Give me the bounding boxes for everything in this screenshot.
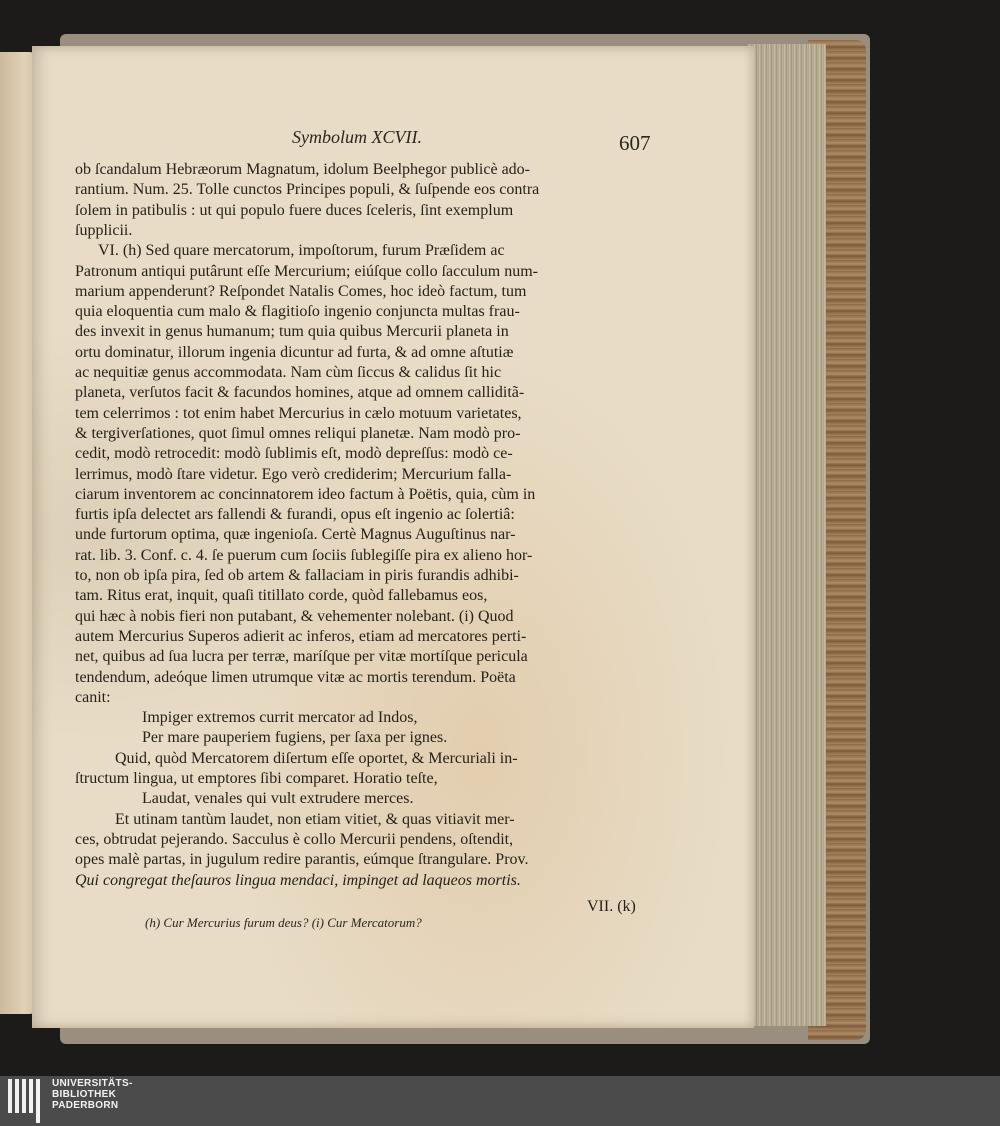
text-line: Quid, quòd Mercatorem diſertum eſſe oportet, & Mercuriali in-: [115, 749, 518, 767]
text-line: ciarum inventorem ac concinnatorem ideo factum à Poëtis, quia, cùm in: [75, 485, 536, 503]
library-footer: [0, 1076, 1000, 1126]
text-line: to, non ob ipſa pira, ſed ob artem & fallaciam in piris furandis adhibi-: [75, 567, 519, 584]
text-line: Patronum antiqui putârunt eſſe Mercurium; eiúſque collo ſacculum num-: [75, 262, 538, 280]
text-line: ob ſcandalum Hebræorum Magnatum, idolum Beelphegor publicè ado-: [75, 161, 530, 178]
text-line: ſtructum lingua, ut emptores ſibi comparet. Horatio teſte,: [75, 770, 438, 787]
text-line: tam. Ritus erat, inquit, quaſi titillato corde, quòd fallebamus eos,: [75, 587, 488, 605]
text-line: cedit, modò retrocedit: modò ſublimis eſt, modò depreſſus: modò ce-: [75, 445, 513, 463]
text-line: net, quibus ad ſua lucra per terræ, maríſque per vitæ mortíſque pericula: [75, 648, 528, 666]
text-line: ces, obtrudat pejerando. Sacculus è collo Mercurii pendens, oſtendit,: [75, 830, 514, 848]
text-line: Et utinam tantùm laudet, non etiam vitiet, & quas vitiavit mer-: [115, 810, 515, 828]
text-line: planeta, verſutos facit & facundos homines, atque ad omnem calliditã-: [75, 384, 525, 402]
text-line: & tergiverſationes, quot ſimul omnes reliqui planetæ. Nam modò pro-: [75, 424, 521, 442]
text-line: ortu dominatur, illorum ingenia dicuntur ad furta, & ad omne aſtutiæ: [75, 343, 514, 361]
text-line: ac nequitiæ genus accommodata. Nam cùm ſiccus & calidus ſit hic: [75, 364, 502, 381]
left-page-edge: [0, 52, 34, 1014]
text-line: des invexit in genus humanum; tum quia quibus Mercurii planeta in: [75, 323, 509, 341]
text-line: tem celerrimos : tot enim habet Mercurius in cælo motuum varietates,: [75, 404, 522, 422]
library-name-line2: BIBLIOTHEK: [52, 1089, 117, 1100]
library-name-line3: PADERBORN: [52, 1100, 119, 1111]
text-line: rantium. Num. 25. Tolle cunctos Principes populi, & ſuſpende eos contra: [75, 181, 540, 199]
text-line: autem Mercurius Superos adierit ac inferos, etiam ad mercatores perti-: [75, 627, 527, 645]
text-line: marium appenderunt? Reſpondet Natalis Comes, hoc ideò factum, tum: [75, 282, 527, 300]
page-stack-edges: [748, 44, 826, 1026]
text-line: qui hæc à nobis fieri non putabant, & vehementer nolebant. (i) Quod: [75, 607, 514, 625]
text-line: Qui congregat theſauros lingua mendaci, impinget ad laqueos mortis.: [75, 871, 521, 889]
text-line: tendendum, adeóque limen utrumque vitæ ac mortis terendum. Poëta: [75, 668, 516, 686]
text-line: furtis ipſa delectet ars fallendi & furandi, opus eſt ingenio ac ſolertiâ:: [75, 506, 515, 524]
footnote: (h) Cur Mercurius furum deus? (i) Cur Mercatorum?: [145, 915, 422, 930]
text-line: Per mare pauperiem fugiens, per ſaxa per ignes.: [142, 729, 448, 747]
text-line: Laudat, venales qui vult extrudere merces.: [142, 790, 414, 808]
text-line: unde furtorum optima, quæ ingenioſa. Certè Magnus Auguſtinus nar-: [75, 526, 516, 544]
text-line: Impiger extremos currit mercator ad Indos,: [142, 709, 418, 727]
library-logo-icon: [8, 1079, 46, 1123]
text-line: canit:: [75, 688, 111, 706]
text-line: lerrimus, modò ſtare videtur. Ego verò crediderim; Mercurium falla-: [75, 465, 512, 483]
text-line: ſolem in patibulis : ut qui populo fuere duces ſceleris, ſint exemplum: [75, 201, 514, 219]
text-line: quia eloquentia cum malo & flagitioſo ingenio conjuncta multas frau-: [75, 303, 520, 321]
text-line: VII. (k): [587, 898, 636, 915]
running-head: Symbolum XCVII.: [292, 127, 422, 147]
text-line: opes malè partas, in jugulum redire parantis, eúmque ſtrangulare. Prov.: [75, 851, 529, 869]
library-name: [52, 1078, 133, 1111]
library-name-line1: UNIVERSITÄTS-: [52, 1078, 133, 1089]
text-line: VI. (h) Sed quare mercatorum, impoſtorum, furum Præſidem ac: [98, 242, 505, 260]
page-number: 607: [619, 131, 651, 155]
text-line: ſupplicii.: [75, 221, 133, 239]
text-line: rat. lib. 3. Conf. c. 4. ſe puerum cum ſociis ſublegiſſe pira ex alieno hor-: [75, 546, 533, 564]
